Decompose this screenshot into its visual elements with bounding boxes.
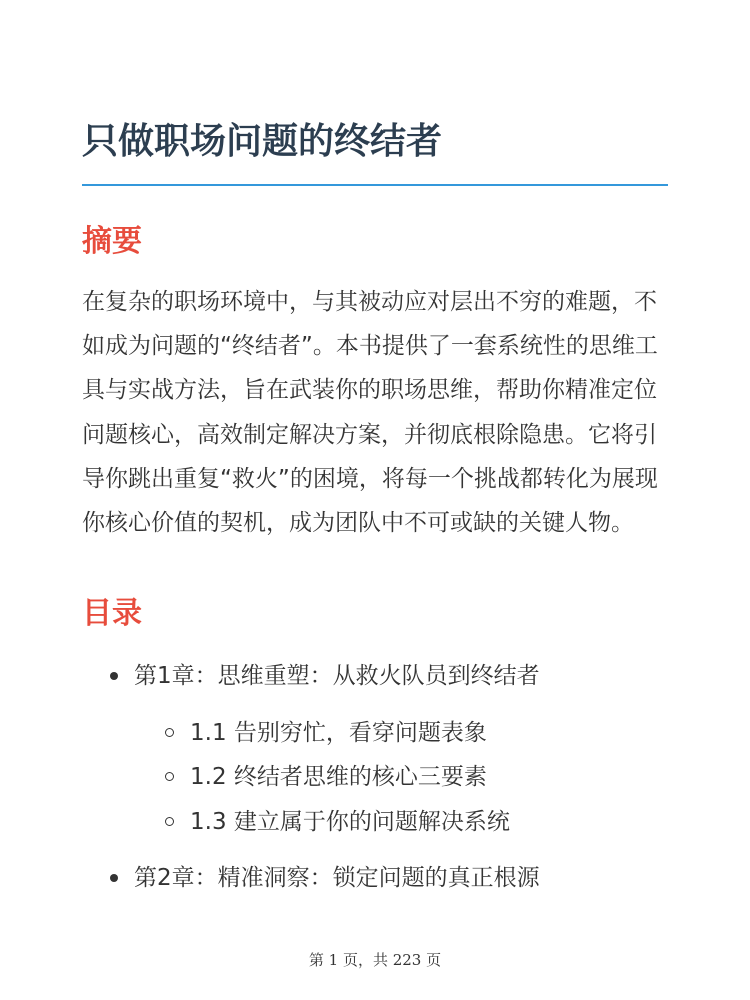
toc-chapter-1-label: 第1章：思维重塑：从救火队员到终结者: [134, 663, 540, 689]
toc-chapter-1: [134, 660, 540, 692]
page-number-footer: 第 1 页，共 223 页: [308, 951, 442, 969]
summary-heading: 摘要: [82, 224, 142, 259]
toc-section-1-3: [190, 806, 510, 838]
toc-heading: 目录: [82, 596, 142, 631]
toc-section-1-3-label: 1.3 建立属于你的问题解决系统: [190, 809, 510, 835]
page-title: 只做职场问题的终结者: [82, 121, 443, 162]
toc-chapter-2: [134, 862, 540, 894]
bullet-circle-icon: [165, 728, 174, 737]
title-divider: [82, 184, 668, 186]
bullet-circle-icon: [165, 817, 174, 826]
summary-paragraph: 在复杂的职场环境中，与其被动应对层出不穷的难题，不如成为问题的“终结者”。本书提供了一套系统性的思维工具与实战方法，旨在武装你的职场思维，帮助你精准定位问题核心，高效制定解决方案，并彻底根除隐患。它将引导你跳出重复“救火”的困境，将每一个挑战都转化为展现你核心价值的契机，成为团队中不可或缺的关键人物。: [82, 289, 658, 537]
bullet-circle-icon: [165, 772, 174, 781]
toc-chapter-2-label: 第2章：精准洞察：锁定问题的真正根源: [134, 865, 540, 891]
bullet-disc-icon: [110, 874, 118, 882]
toc-section-1-1: [190, 717, 487, 749]
toc-section-1-2-label: 1.2 终结者思维的核心三要素: [190, 764, 487, 790]
toc-section-1-2: [190, 761, 487, 793]
toc-section-1-1-label: 1.1 告别穷忙，看穿问题表象: [190, 720, 487, 746]
bullet-disc-icon: [110, 672, 118, 680]
